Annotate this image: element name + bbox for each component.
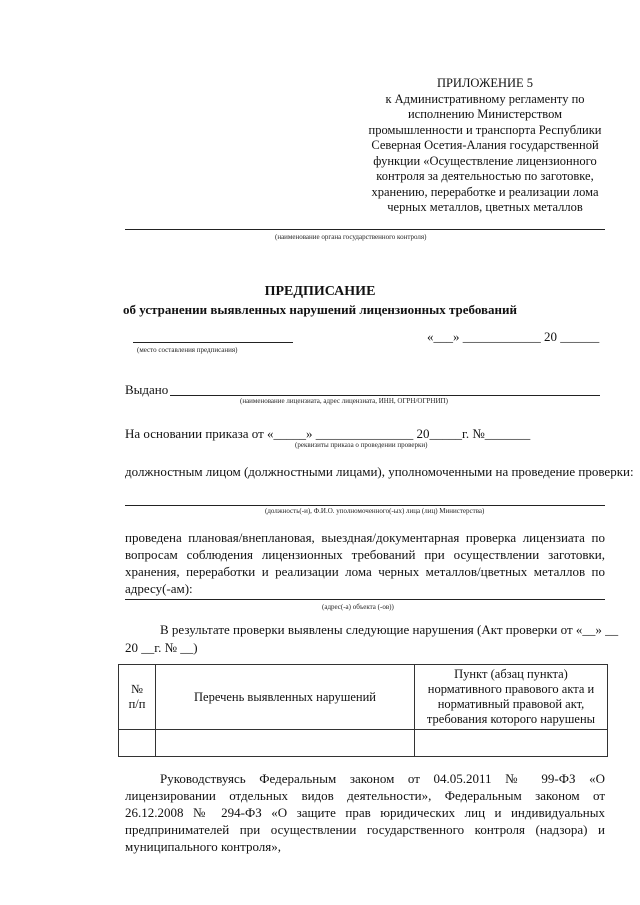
place-line[interactable] xyxy=(133,342,293,343)
table-cell[interactable] xyxy=(156,730,415,757)
table-row xyxy=(119,730,608,757)
org-name-caption: (наименование органа государственного контроля) xyxy=(275,233,427,241)
result-line-2: 20 __г. № __) xyxy=(125,640,198,655)
officials-caption: (должность(-и), Ф.И.О. уполномоченного(-ых) лица (лиц) Министерства) xyxy=(265,507,485,515)
appendix-line: Северная Осетия-Алания государственной xyxy=(371,138,599,152)
issued-caption: (наименование лицензиата, адрес лицензиата, ИНН, ОГРН/ОГРНИП) xyxy=(240,397,448,405)
org-name-line[interactable] xyxy=(125,229,605,230)
appendix-line: контроля за деятельностью по заготовке, xyxy=(376,169,594,183)
date-line[interactable]: «___» ____________ 20 ______ xyxy=(427,329,600,344)
table-cell[interactable] xyxy=(119,730,156,757)
officials-input-line[interactable] xyxy=(125,505,605,506)
issued-line[interactable] xyxy=(170,395,600,396)
table-cell[interactable] xyxy=(415,730,608,757)
appendix-block xyxy=(360,76,610,216)
address-line[interactable] xyxy=(125,599,605,600)
violations-table xyxy=(118,664,608,757)
appendix-line: черных металлов, цветных металлов xyxy=(387,200,583,214)
inspection-paragraph: проведена плановая/внеплановая, выездная/документарная проверка лицензиата по вопросам соблюдения лицензионных требований при осуществлении заготовки, хранения, переработки и реализации лома черных металлов/цветных металлов по адресу(-ам): xyxy=(125,530,605,596)
header-norm: Пункт (абзац пункта) нормативного правового акта и нормативный правовой акт, требования которого нарушены xyxy=(415,665,608,730)
result-line-1: В результате проверки выявлены следующие нарушения (Акт проверки от «__» __ xyxy=(160,622,619,637)
appendix-line: исполнению Министерством xyxy=(407,107,563,121)
header-number: № п/п xyxy=(119,665,156,730)
document-subtitle: об устранении выявленных нарушений лицензионных требований xyxy=(122,302,518,317)
appendix-line: функции «Осуществление лицензионного xyxy=(373,153,597,168)
address-caption: (адрес(-а) объекта (-ов)) xyxy=(322,603,394,611)
issued-label: Выдано xyxy=(125,382,169,397)
appendix-line: к Административному регламенту по xyxy=(385,91,585,106)
document-title: ПРЕДПИСАНИЕ xyxy=(264,284,376,299)
law-text: Руководствуясь Федеральным законом от 04.05.2011 № 99-ФЗ «О лицензировании отдельных видов деятельности», Федеральным законом от 26.12.2008 № 294-ФЗ «О защите прав юридических лиц и индивидуальных предпринимателей при осуществлении государственного контроля (надзора) и муниципального контроля», xyxy=(125,771,605,854)
law-paragraph xyxy=(125,770,605,855)
place-caption: (место составления предписания) xyxy=(137,346,238,354)
order-line[interactable]: На основании приказа от «_____» _______________ 20_____г. №_______ xyxy=(125,426,531,441)
appendix-line: хранению, переработке и реализации лома xyxy=(371,184,599,199)
appendix-line: промышленности и транспорта Республики xyxy=(368,122,602,137)
order-caption: (реквизиты приказа о проведении проверки) xyxy=(295,441,428,449)
appendix-line: ПРИЛОЖЕНИЕ 5 xyxy=(436,76,534,90)
header-violations: Перечень выявленных нарушений xyxy=(156,665,415,730)
table-header-row xyxy=(119,665,608,730)
officials-line: должностным лицом (должностными лицами), уполномоченными на проведение проверки: xyxy=(125,464,634,479)
